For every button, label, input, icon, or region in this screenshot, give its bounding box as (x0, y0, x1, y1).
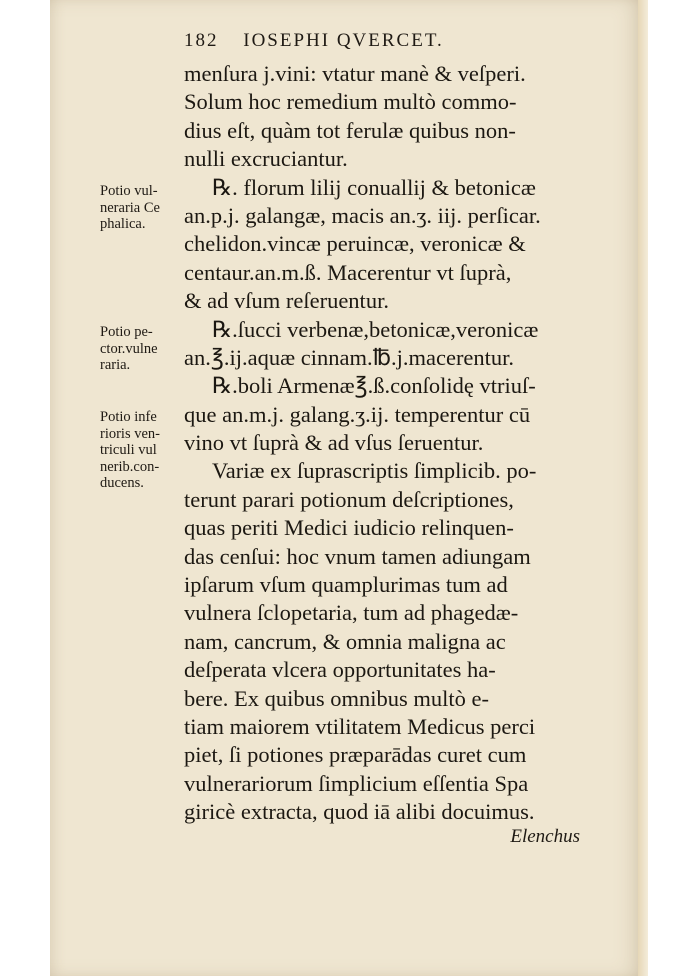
text-line: an.℥.ij.aquæ cinnam.℔.j.macerentur. (184, 344, 515, 370)
running-header (184, 30, 584, 52)
catchword: Elenchus (510, 826, 580, 847)
text-line: chelidon.vincæ peruincæ, veronicæ & (184, 231, 526, 257)
page-edge-shadow (638, 0, 648, 976)
running-title: IOSEPHI QVERCET. (243, 30, 444, 51)
text-line: dius eſt, quàm tot ferulæ quibus non- (184, 117, 516, 143)
text-line: vulnera ſclopetaria, tum ad phagedæ- (184, 600, 519, 626)
text-line: deſperata vlcera opportunitates ha- (184, 657, 496, 683)
note-line: neraria Ce (100, 199, 160, 216)
text-line: das cenſui: hoc vnum tamen adiungam (184, 543, 531, 569)
text-line: quas periti Medici iudicio relinquen- (184, 515, 514, 541)
text-line: terunt parari potionum deſcriptiones, (184, 486, 514, 512)
main-text-block (184, 60, 582, 827)
text-line: nulli excruciantur. (184, 146, 348, 172)
text-line: que an.m.j. galang.ʒ.ij. temperentur cū (184, 401, 531, 427)
note-line: raria. (100, 357, 131, 373)
marginal-note-ventriculi (100, 409, 184, 492)
note-line: nerib.con- (100, 458, 160, 475)
note-line: triculi vul (100, 442, 157, 458)
note-line: rioris ven- (100, 425, 160, 442)
text-line: Variæ ex ſuprascriptis ſimplicib. po- (212, 458, 537, 484)
text-line: ℞. florum lilij conuallij & betonicæ (212, 174, 536, 200)
note-line: Potio pe- (100, 324, 153, 340)
text-line: nam, cancrum, & omnia maligna ac (184, 628, 506, 654)
text-line: Solum hoc remedium multò commo- (184, 89, 517, 115)
note-line: Potio vul- (100, 183, 158, 199)
text-line: vulnerariorum ſimplicium eſſentia Spa (184, 770, 529, 796)
text-line: tiam maiorem vtilitatem Medicus perci (184, 713, 536, 739)
marginal-note-pectoralis (100, 324, 184, 374)
text-line: menſura j.vini: vtatur manè & veſperi. (184, 61, 526, 86)
page-number: 182 (184, 30, 219, 51)
text-line: vino vt ſuprà & ad vſus ſeruentur. (184, 430, 484, 456)
text-line: ipſarum vſum quamplurimas tum ad (184, 572, 508, 598)
text-line: centaur.an.m.ß. Macerentur vt ſuprà, (184, 259, 512, 285)
text-line: ℞.ſucci verbenæ,betonicæ,veronicæ (212, 316, 539, 342)
note-line: phalica. (100, 216, 146, 232)
text-line: giricè extracta, quod iā alibi docuimus. (184, 799, 535, 825)
text-line: piet, ſi potiones præparādas curet cum (184, 742, 527, 768)
note-line: Potio infe (100, 409, 157, 425)
marginal-note-cephalica (100, 183, 184, 233)
text-line: an.p.j. galangæ, macis an.ʒ. iij. perſicar. (184, 202, 541, 228)
text-line: & ad vſum reſeruentur. (184, 288, 389, 314)
text-line: ℞.boli Armenæ℥.ß.conſolidę vtriuſ- (212, 373, 536, 399)
note-line: ctor.vulne (100, 340, 158, 357)
text-line: bere. Ex quibus omnibus multò e- (184, 685, 489, 711)
note-line: ducens. (100, 475, 144, 491)
